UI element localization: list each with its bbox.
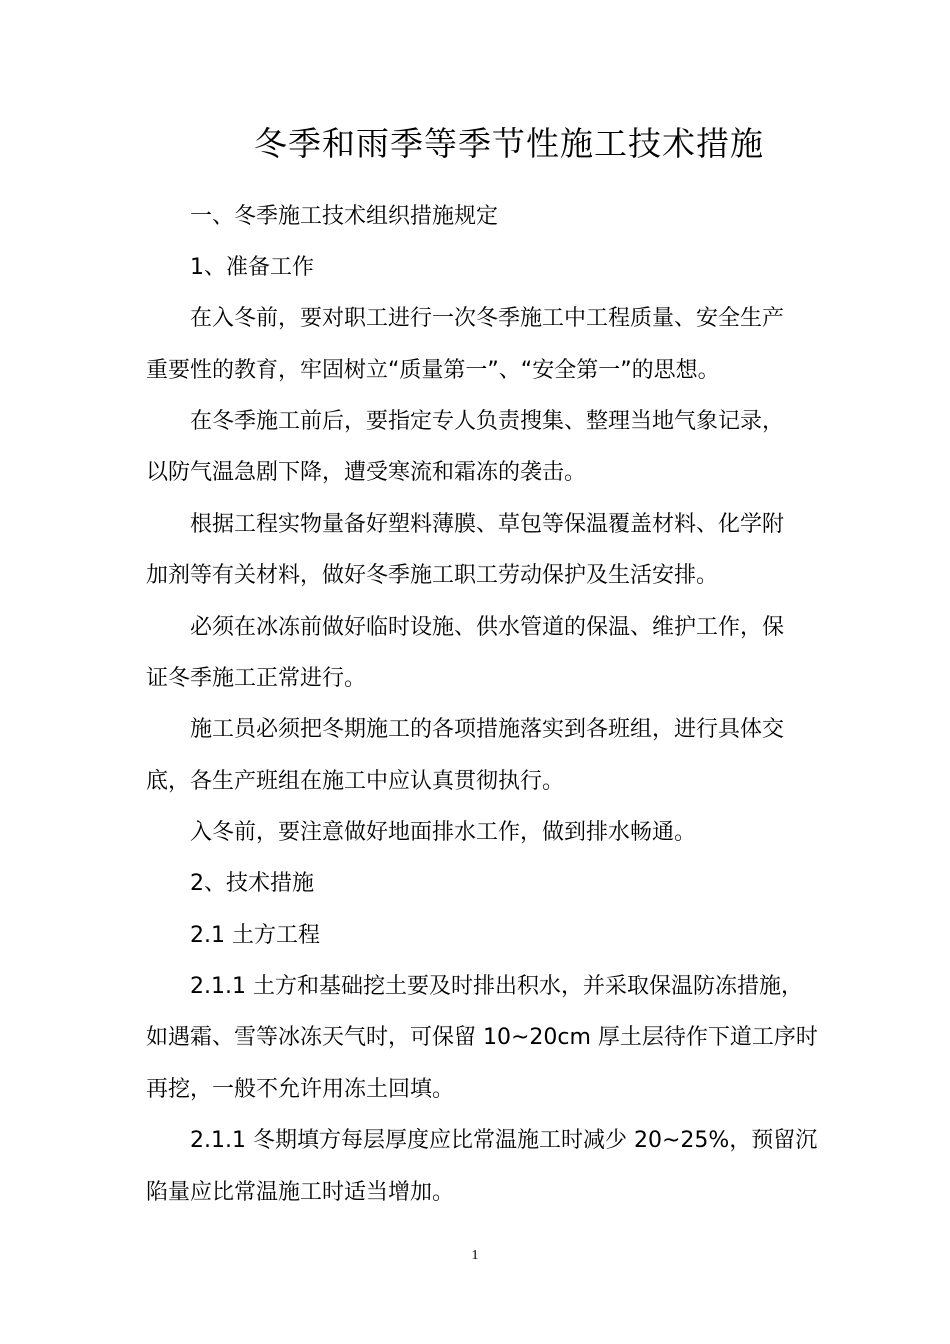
paragraph-line: 如遇霜、雪等冰冻天气时，可保留 10~20cm 厚土层待作下道工序时 xyxy=(146,1025,818,1050)
paragraph-line: 加剂等有关材料，做好冬季施工职工劳动保护及生活安排。 xyxy=(146,563,719,588)
subsection-heading: 2.1 土方工程 xyxy=(190,923,320,948)
paragraph-line: 陷量应比常温施工时适当增加。 xyxy=(146,1180,455,1205)
paragraph-line: 底，各生产班组在施工中应认真贯彻执行。 xyxy=(146,769,565,794)
paragraph-line: 入冬前，要注意做好地面排水工作，做到排水畅通。 xyxy=(190,820,697,845)
paragraph-line: 重要性的教育，牢固树立“质量第一”、“安全第一”的思想。 xyxy=(146,358,720,383)
paragraph-line: 根据工程实物量备好塑料薄膜、草包等保温覆盖材料、化学附 xyxy=(190,512,785,537)
paragraph-line: 施工员必须把冬期施工的各项措施落实到各班组，进行具体交 xyxy=(190,717,785,742)
section-heading: 一、冬季施工技术组织措施规定 xyxy=(190,204,499,229)
page-number: 1 xyxy=(471,1248,479,1263)
paragraph-line: 以防气温急剧下降，遭受寒流和霜冻的袭击。 xyxy=(146,460,587,485)
paragraph-line: 必须在冰冻前做好临时设施、供水管道的保温、维护工作，保 xyxy=(190,615,785,640)
paragraph-line: 在冬季施工前后，要指定专人负责搜集、整理当地气象记录， xyxy=(190,409,785,434)
paragraph-line: 在入冬前，要对职工进行一次冬季施工中工程质量、安全生产 xyxy=(190,306,785,331)
paragraph-line: 再挖，一般不允许用冻土回填。 xyxy=(146,1077,455,1102)
document-title: 冬季和雨季等季节性施工技术措施 xyxy=(254,124,764,163)
subsection-heading: 1、准备工作 xyxy=(190,255,314,280)
paragraph-line: 2.1.1 冬期填方每层厚度应比常温施工时减少 20~25%，预留沉 xyxy=(190,1128,818,1153)
paragraph-line: 2.1.1 土方和基础挖土要及时排出积水，并采取保温防冻措施， xyxy=(190,974,803,999)
paragraph-line: 证冬季施工正常进行。 xyxy=(146,666,367,691)
subsection-heading: 2、技术措施 xyxy=(190,871,314,896)
